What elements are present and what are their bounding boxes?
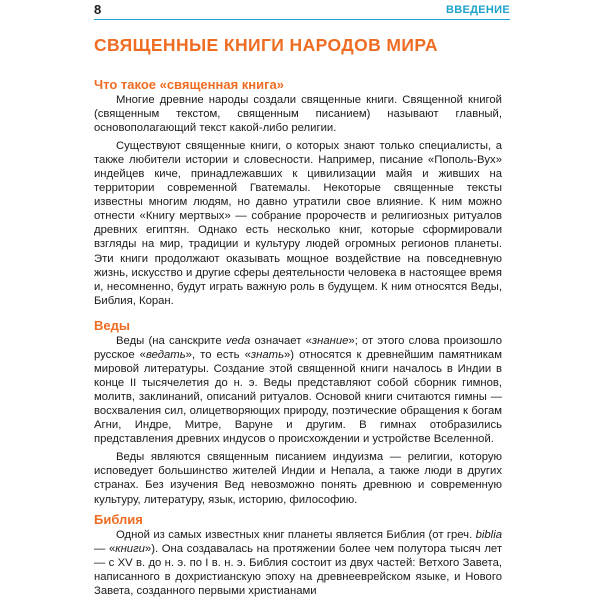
emphasis-term: книги <box>115 543 145 556</box>
section-heading: Веды <box>94 318 130 333</box>
text-run: — « <box>94 543 116 556</box>
running-head: ВВЕДЕНИЕ <box>446 4 510 16</box>
section-sacred-book <box>94 77 502 308</box>
text-run: »). Она создавалась на протяжении более чем полутора тысяч лет — с XV в. до н. э. по I в. н. э. Библия состоит из двух частей: Ветхого Завета, написанного в дохристианскую эпоху на древнееврейском языке, и Нового Завета, созданного первыми христианами <box>94 543 502 598</box>
section-heading: Что такое «священная книга» <box>94 77 285 92</box>
emphasis-term: ведать <box>145 349 186 362</box>
text-run: ») относятся к древнейшим памятникам мировой литературы. Создание этой священной книги началось в Индии в конце II тысячелетия до н. э. Веды представляют собой сборник гимнов, молитв, заклинаний, описаний ритуалов. Основой книги считаются гимны — восхваления сил, олицетворяющих природу, поэтические обращения к богам Агни, Индре, Митре, Варуне и другим. В гимнах отобразились представления древних индусов о происхождении и устройстве Вселенной. <box>94 349 502 446</box>
text-run: »; от этого слова произошло русское « <box>94 335 503 362</box>
section-vedas <box>94 318 502 507</box>
emphasis-term: знание <box>311 335 349 347</box>
paragraph: Существуют священные книги, о которых знают только специалисты, а также любители истории и словесности. Например, писание «Пополь-Вух» индейцев киче, принадлежавших к цивилизации майя и живших на территории современной Гватемалы. Некоторые священные тексты известны многим людям, но давно утратили свое влияние. К ним можно отнести «Книгу мертвых» — собрание пророчеств и религиозных ритуалов древних египтян. Однако есть несколько книг, которые сформировали взгляды на мир, традиции и культуру людей огромных регионов планеты. Эти книги продолжают оказывать мощное воздействие на повседневную жизнь, искусство и другие сферы деятельности человека в настоящее время и, несомненно, будут играть важную роль в будущем. К ним относятся Веды, Библия, Коран. <box>94 140 502 307</box>
emphasis-term: veda <box>225 335 251 347</box>
page-number: 8 <box>94 2 102 17</box>
section-heading: Библия <box>94 512 143 527</box>
text-run: означает « <box>250 335 312 347</box>
page-title: СВЯЩЕННЫЕ КНИГИ НАРОДОВ МИРА <box>94 35 438 55</box>
paragraph <box>94 334 502 446</box>
paragraph: Многие древние народы создали священные книги. Священной книгой (священным текстом, священным писанием) называют главный, основополагающий текст какой-либо религии. <box>94 94 502 135</box>
header-divider <box>94 19 510 20</box>
text-run: Веды (на санскрите <box>116 335 226 347</box>
paragraph <box>94 528 502 598</box>
emphasis-term: знать <box>250 349 285 362</box>
text-run: Одной из самых известных книг планеты является Библия (от греч. <box>116 529 476 541</box>
text-run: », то есть « <box>185 349 251 362</box>
section-bible <box>94 512 502 598</box>
paragraph: Веды являются священным писанием индуизма — религии, которую исповедует большинство жителей Индии и Непала, а также люди в других странах. Без изучения Вед невозможно понять древнюю и современную культуру, литературу, язык, историю, философию. <box>94 451 502 506</box>
emphasis-term: biblia <box>475 529 502 541</box>
